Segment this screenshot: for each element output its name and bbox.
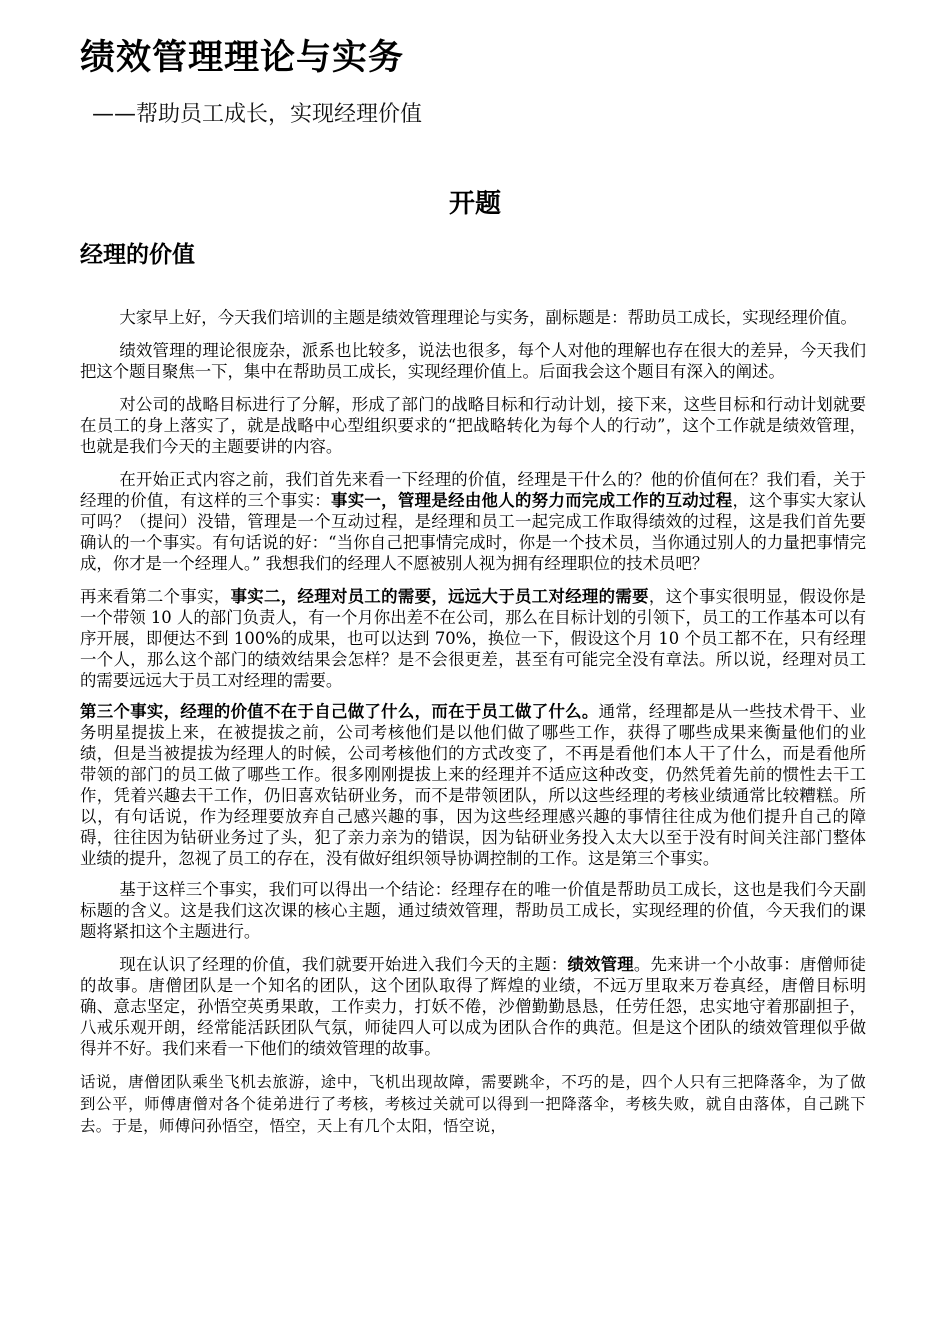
paragraph-fact-three-rest: 通常，经理都是从一些技术骨干、业务明星提拔上来，在被提拔之前，公司考核他们是以他们做了哪些工作，获得了哪些成果来衡量他们的业绩，但是当被提拔为经理人的时候，公司考核他们的方式改变了，不再是看他们本人干了什么，而是看他所带领的部门的员工做了哪些工作。很多刚刚提拔上来的经理并不适应这种改变，仍然凭着先前的惯性去干工作，凭着兴趣去干工作，仍旧喜欢钻研业务，而不是带领团队，所以这些经理的考核业绩通常比较糟糕。所以，有句话说，作为经理要放弃自己感兴趣的事，因为这些经理感兴趣的事情往往成为他们提升自己的障碍，往往因为钻研业务过了头，犯了亲力亲为的错误，因为钻研业务投入太大以至于没有时间关注部门整体业绩的提升，忽视了员工的存在，没有做好组织领导协调控制的工作。这是第三个事实。 xyxy=(80,702,867,868)
paragraph-fact-two-intro: 再来看第二个事实， xyxy=(80,587,231,606)
document-subtitle: ——帮助员工成长，实现经理价值 xyxy=(92,102,423,127)
paragraph-story-intro-rest: 。先来讲一个小故事：唐僧师徒的故事。唐僧团队是一个知名的团队，这个团队取得了辉煌的业绩，不远万里取来万卷真经，唐僧目标明确、意志坚定，孙悟空英勇果敢，工作卖力，打妖不倦，沙僧勤勤恳恳，任劳任怨，忠实地守着那副担子，八戒乐观开朗，经常能活跃团队气氛，师徒四人可以成为团队合作的典范。但是这个团队的绩效管理似乎做得并不好。我们来看一下他们的绩效管理的故事。 xyxy=(80,955,867,1058)
fact-one-highlight: 事实一，管理是经由他人的努力而完成工作的互动过程 xyxy=(330,491,733,510)
paragraph-fact-two xyxy=(80,586,866,691)
paragraph-greeting: 大家早上好，今天我们培训的主题是绩效管理理论与实务，副标题是：帮助员工成长，实现经理价值。 xyxy=(119,308,857,327)
paragraph-fact-three xyxy=(80,701,866,869)
paragraph-fact-one xyxy=(80,469,866,574)
fact-three-highlight: 第三个事实，经理的价值不在于自己做了什么，而在于员工做了什么。 xyxy=(80,702,599,721)
subsection-title: 经理的价值 xyxy=(80,242,195,268)
paragraph-story: 话说，唐僧团队乘坐飞机去旅游，途中，飞机出现故障，需要跳伞，不巧的是，四个人只有三把降落伞，为了做到公平，师傅唐僧对各个徒弟进行了考核，考核过关就可以得到一把降落伞，考核失败，就自由落体，自己跳下去。于是，师傅问孙悟空，悟空，天上有几个太阳，悟空说， xyxy=(80,1073,866,1135)
document-body xyxy=(80,307,866,1149)
fact-two-highlight: 事实二，经理对员工的需要，远远大于员工对经理的需要 xyxy=(230,587,649,606)
performance-management-highlight: 绩效管理 xyxy=(567,955,634,974)
paragraph-theory: 绩效管理的理论很庞杂，派系也比较多，说法也很多，每个人对他的理解也存在很大的差异，今天我们把这个题目聚焦一下，集中在帮助员工成长，实现经理价值上。后面我会这个题目有深入的阐述。 xyxy=(80,341,866,381)
paragraph-fact-one-intro: 在开始正式内容之前，我们首先来看一下经理的价值，经理是干什么的？他的价值何在？我们看，关于经理的价值，有这样的三个事实： xyxy=(80,470,866,510)
paragraph-strategy: 对公司的战略目标进行了分解，形成了部门的战略目标和行动计划，接下来，这些目标和行动计划就要在员工的身上落实了，就是战略中心型组织要求的“把战略转化为每个人的行动”，这个工作就是绩效管理，也就是我们今天的主题要讲的内容。 xyxy=(80,395,866,456)
paragraph-conclusion: 基于这样三个事实，我们可以得出一个结论：经理存在的唯一价值是帮助员工成长，这也是我们今天副标题的含义。这是我们这次课的核心主题，通过绩效管理，帮助员工成长，实现经理的价值，今天我们的课题将紧扣这个主题进行。 xyxy=(80,880,866,941)
paragraph-fact-one-rest: ，这个事实大家认可吗？（提问）没错，管理是一个互动过程，是经理和员工一起完成工作取得绩效的过程，这是我们首先要确认的一个事实。有句话说的好：“当你自己把事情完成时，你是一个技术员，当你通过别人的力量把事情完成，你才是一个经理人。” 我想我们的经理人不愿被别人视为拥有经理职位的技术员吧？ xyxy=(80,491,867,573)
document-title: 绩效管理理论与实务 xyxy=(80,38,405,78)
paragraph-story-intro xyxy=(80,954,866,1059)
paragraph-fact-two-rest: ，这个事实很明显，假设你是一个带领 10 人的部门负责人，有一个月你出差不在公司，那么在目标计划的引领下，员工的工作基本可以有序开展，即便达不到 100%的成果，也可以达到 70%，换位一下，假设这个月 10 个员工都不在，只有经理一个人，那么这个部门的绩效结果会怎样？是不会很更差，甚至有可能完全没有章法。所以说，经理对员工的需要远远大于员工对经理的需要。 xyxy=(80,587,867,690)
paragraph-story-intro-lead: 现在认识了经理的价值，我们就要开始进入我们今天的主题： xyxy=(119,955,568,974)
section-title: 开题 xyxy=(448,189,501,219)
